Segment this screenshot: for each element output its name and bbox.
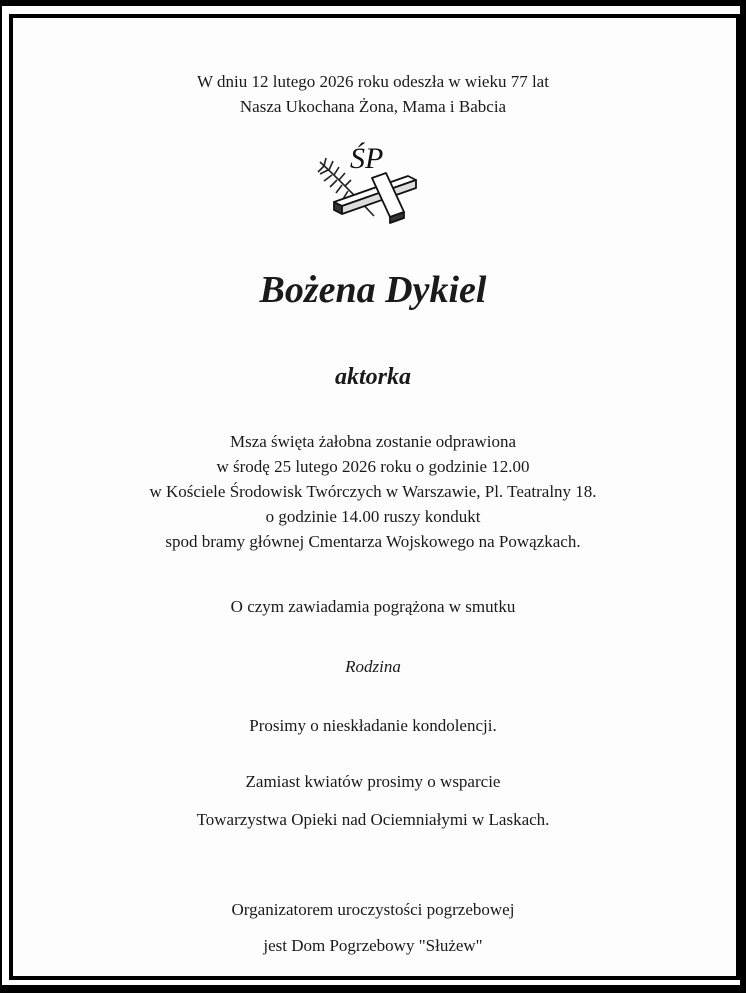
mass-line-3: w Kościele Środowisk Twórczych w Warszawie, Pl. Teatralny 18. (149, 482, 597, 501)
donation-line-2: Towarzystwa Opieki nad Ociemniałymi w Laskach. (196, 810, 550, 829)
announcement-text: O czym zawiadamia pogrążona w smutku (230, 597, 516, 616)
mass-line-5: spod bramy głównej Cmentarza Wojskowego na Powązkach. (165, 532, 581, 551)
intro-line-2: Nasza Ukochana Żona, Mama i Babcia (239, 97, 507, 116)
deceased-name: Bożena Dykiel (259, 269, 487, 311)
organizer-line-1: Organizatorem uroczystości pogrzebowej (231, 900, 515, 919)
cross-with-palm-branch-icon (312, 142, 430, 224)
organizer-line-2: jest Dom Pogrzebowy "Służew" (263, 936, 483, 955)
intro-line-1: W dniu 12 lutego 2026 roku odeszła w wieku 77 lat (197, 72, 549, 91)
mass-line-2: w środę 25 lutego 2026 roku o godzinie 12.00 (216, 457, 530, 476)
donation-line-1: Zamiast kwiatów prosimy o wsparcie (245, 772, 501, 791)
mass-line-4: o godzinie 14.00 ruszy kondukt (265, 507, 481, 526)
condolences-note: Prosimy o nieskładanie kondolencji. (249, 716, 497, 735)
sp-label: ŚP (350, 142, 384, 175)
sp-emblem (312, 142, 430, 224)
family-signature: Rodzina (345, 657, 401, 676)
deceased-profession: aktorka (334, 364, 411, 390)
mass-line-1: Msza święta żałobna zostanie odprawiona (229, 432, 517, 451)
